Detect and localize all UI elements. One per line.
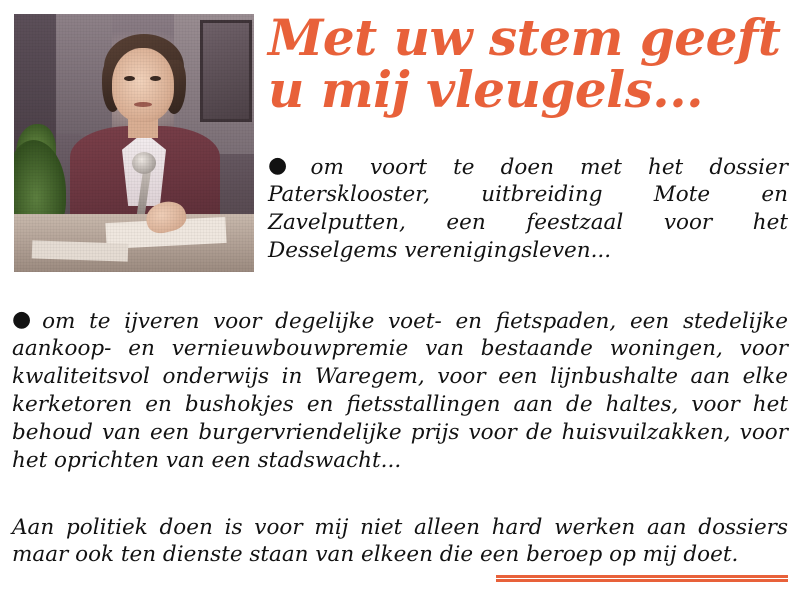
photo-person-face (112, 48, 174, 122)
portrait-photo (14, 14, 254, 272)
bottom-accent-rule-highlight (496, 578, 788, 579)
closing-paragraph: Aan politiek doen is voor mij niet alleen hard werken aan dossiers maar ook ten dienste staan van elkeen die een beroep op mij doet. (12, 514, 788, 568)
page-title (268, 8, 788, 119)
photo-person-eye-left (124, 76, 135, 81)
photo-background (14, 14, 254, 272)
photo-microphone-head (132, 152, 156, 174)
photo-person-mouth (134, 102, 152, 107)
bullet-marker-icon: ● (268, 153, 307, 179)
bullet-paragraph-first-text: om voort te doen met het dossier Patersklooster, uitbreiding Mote en Zavelputten, een feestzaal voor het Desselgems verenigingsleven... (268, 154, 789, 264)
bullet-paragraph-second (12, 308, 788, 476)
bullet-paragraph-second-text: om te ijveren voor degelijke voet- en fietspaden, een stedelijke aankoop- en vernieuwbouwpremie van bestaande woningen, voor kwaliteitsvol onderwijs in Waregem, voor een lijnbushalte aan elke kerketoren en bushokjes en fietsstallingen aan de haltes, voor het behoud van een burgervriendelijke prijs voor de huisvuilzakken, voor het oprichten van een stadswacht... (12, 308, 788, 474)
page-title-line-1: Met uw stem geeft (268, 8, 781, 67)
page-title-line-2: u mij vleugels... (268, 60, 704, 119)
bottom-accent-rule (496, 575, 788, 582)
bullet-paragraph-first (268, 154, 788, 266)
photo-person-eye-right (150, 76, 161, 81)
bullet-marker-icon: ● (12, 307, 39, 333)
photo-papers-secondary (32, 240, 129, 261)
photo-wall-frame (200, 20, 252, 122)
